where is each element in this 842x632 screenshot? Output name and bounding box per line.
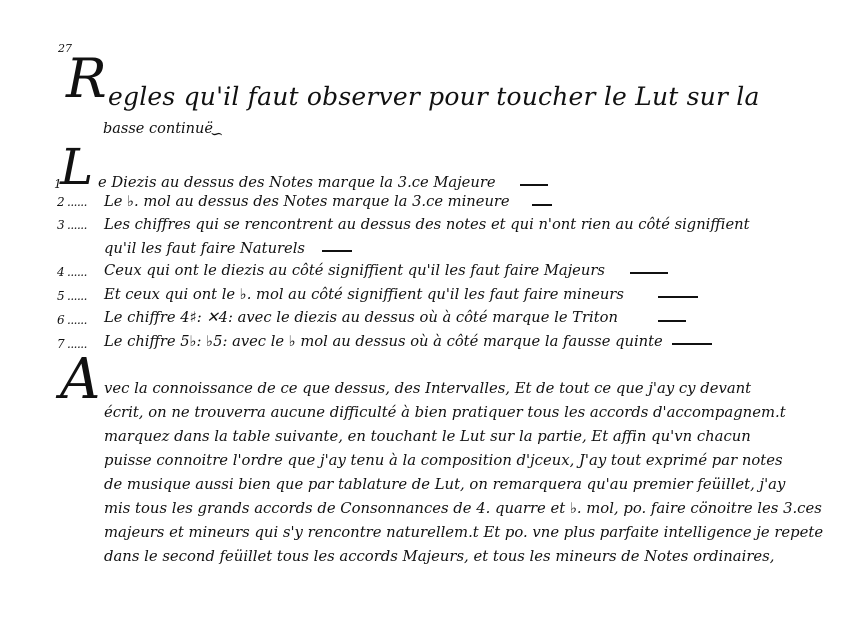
line-filler bbox=[630, 272, 668, 274]
line-filler bbox=[672, 343, 712, 345]
rule-number: 2 bbox=[57, 195, 65, 209]
rule-number: 7 bbox=[57, 337, 65, 351]
rule-text: e Diezis au dessus des Notes marque la 3.ce Majeure bbox=[98, 174, 496, 191]
rule-text: Ceux qui ont le diezis au côté signiffient qu'il les faut faire Majeurs bbox=[104, 262, 605, 279]
paragraph-line: majeurs et mineurs qui s'y rencontre naturellem.t Et po. vne plus parfaite intelligence je repete bbox=[104, 524, 824, 541]
title-continuation: basse continuë bbox=[103, 121, 213, 137]
paragraph-line: dans le second feüillet tous les accords Majeurs, et tous les mineurs de Notes ordinaires, bbox=[104, 548, 775, 565]
rule-number: 1 bbox=[54, 177, 62, 191]
rule-number: 5 bbox=[57, 289, 65, 303]
line-filler bbox=[658, 320, 686, 322]
rule-text: qu'il les faut faire Naturels bbox=[104, 240, 305, 257]
line-filler bbox=[322, 250, 352, 252]
paragraph-line: de musique aussi bien que par tablature de Lut, on remarquera qu'au premier feüillet, j'ay bbox=[104, 476, 786, 493]
rule-dots: ...... bbox=[67, 218, 87, 232]
title-text: egles qu'il faut observer pour toucher le Lut sur la bbox=[108, 82, 760, 111]
page-number: 27 bbox=[58, 42, 72, 55]
rule-dots: ...... bbox=[67, 289, 87, 303]
rule-number: 6 bbox=[57, 313, 65, 327]
flourish-icon: ∽ bbox=[210, 124, 224, 143]
paragraph-initial: A bbox=[60, 347, 101, 412]
rule-number: 3 bbox=[57, 218, 65, 232]
paragraph-line: vec la connoissance de ce que dessus, des Intervalles, Et de tout ce que j'ay cy devant bbox=[104, 380, 752, 397]
line-filler bbox=[658, 296, 698, 298]
paragraph-line: puisse connoitre l'ordre que j'ay tenu à la composition d'jceux, J'ay tout exprimé par notes bbox=[104, 452, 783, 469]
paragraph-line: écrit, on ne trouverra aucune difficulté à bien pratiquer tous les accords d'accompagnem.t bbox=[104, 404, 786, 421]
paragraph-line: mis tous les grands accords de Consonnances de 4. quarre et ♭. mol, po. faire cönoitre les 3.ces bbox=[104, 500, 822, 517]
title-initial: R bbox=[66, 47, 107, 110]
line-filler bbox=[520, 184, 548, 186]
rule-text: Les chiffres qui se rencontrent au dessus des notes et qui n'ont rien au côté signiffient bbox=[104, 216, 750, 233]
rule-text: Le ♭. mol au dessus des Notes marque la 3.ce mineure bbox=[104, 193, 510, 210]
rule-dots: ...... bbox=[67, 313, 87, 327]
rule-dots: ...... bbox=[67, 337, 87, 351]
rule-text: Le chiffre 4♯: ✕4: avec le diezis au dessus où à côté marque le Triton bbox=[104, 309, 618, 326]
paragraph-line: marquez dans la table suivante, en touchant le Lut sur la partie, Et affin qu'vn chacun bbox=[104, 428, 751, 445]
line-filler bbox=[532, 204, 552, 206]
rule-dots: ...... bbox=[67, 195, 87, 209]
rule-text: Le chiffre 5♭: ♭5: avec le ♭ mol au dessus où à côté marque la fausse quinte bbox=[104, 333, 663, 350]
rule-initial: L bbox=[60, 138, 94, 196]
rule-dots: ...... bbox=[67, 265, 87, 279]
rule-number: 4 bbox=[57, 265, 65, 279]
rule-text: Et ceux qui ont le ♭. mol au côté signiffient qu'il les faut faire mineurs bbox=[104, 286, 624, 303]
